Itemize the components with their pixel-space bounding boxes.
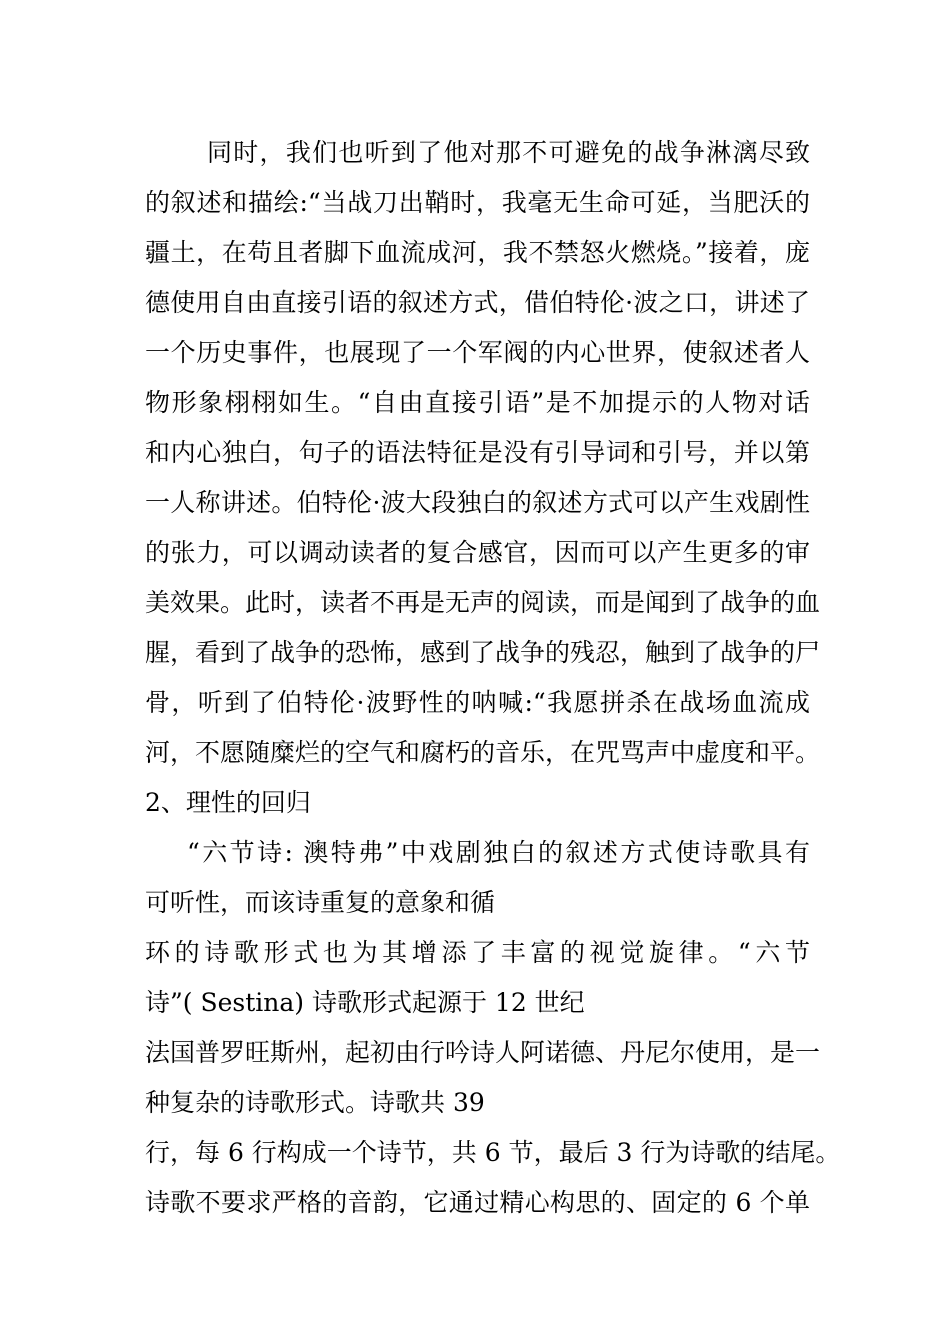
paragraph-line: 腥，看到了战争的恐怖，感到了战争的残忍，触到了战争的尸 (145, 638, 821, 667)
paragraph-line: 物形象栩栩如生。“自由直接引语”是不加提示的人物对话 (145, 388, 810, 417)
paragraph-line: 美效果。此时，读者不再是无声的阅读，而是闻到了战争的血 (145, 588, 821, 617)
paragraph-line: 种复杂的诗歌形式。诗歌共 39 (145, 1088, 485, 1117)
paragraph-line: 一人称讲述。伯特伦·波大段独白的叙述方式可以产生戏剧性 (145, 488, 810, 517)
paragraph-line: 同时，我们也听到了他对那不可避免的战争淋漓尽致 (207, 138, 810, 167)
paragraph-line: 一个历史事件，也展现了一个军阀的内心世界，使叙述者人 (145, 338, 810, 367)
paragraph-line: “六节诗: 澳特弗”中戏剧独白的叙述方式使诗歌具有 (187, 838, 810, 867)
paragraph-line: 诗歌不要求严格的音韵，它通过精心构思的、固定的 6 个单 (145, 1188, 810, 1217)
paragraph-line: 法国普罗旺斯州，起初由行吟诗人阿诺德、丹尼尔使用，是一 (145, 1038, 821, 1067)
section-heading: 2、理性的回归 (145, 788, 311, 817)
paragraph-line: 的张力，可以调动读者的复合感官，因而可以产生更多的审 (145, 538, 810, 567)
paragraph-line: 行，每 6 行构成一个诗节，共 6 节，最后 3 行为诗歌的结尾。 (145, 1138, 841, 1167)
paragraph-line: 环的诗歌形式也为其增添了丰富的视觉旋律。“六节 (145, 938, 810, 967)
paragraph-line: 诗”( Sestina) 诗歌形式起源于 12 世纪 (145, 988, 585, 1017)
paragraph-line: 河，不愿随糜烂的空气和腐朽的音乐，在咒骂声中虚度和平。 (145, 738, 821, 767)
paragraph-line: 德使用自由直接引语的叙述方式，借伯特伦·波之口，讲述了 (145, 288, 810, 317)
paragraph-line: 骨，听到了伯特伦·波野性的呐喊:“我愿拼杀在战场血流成 (145, 688, 810, 717)
paragraph-line: 疆土，在苟且者脚下血流成河，我不禁怒火燃烧。”接着，庞 (145, 238, 810, 267)
paragraph-line: 和内心独白，句子的语法特征是没有引导词和引号，并以第 (145, 438, 810, 467)
body-text (145, 128, 841, 1228)
paragraph-line: 可听性，而该诗重复的意象和循 (145, 888, 496, 917)
paragraph-line: 的叙述和描绘:“当战刀出鞘时，我毫无生命可延，当肥沃的 (145, 188, 810, 217)
